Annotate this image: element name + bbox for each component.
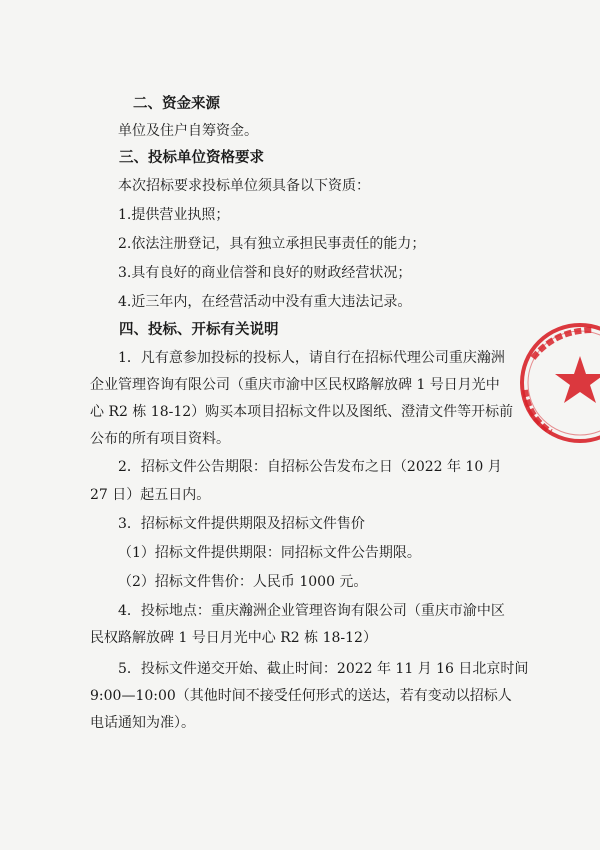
paragraph-bidding-3: 3．招标标文件提供期限及招标文件售价 xyxy=(118,516,365,532)
list-item-qualification-3: 3.具有良好的商业信誉和良好的财政经营状况； xyxy=(118,265,412,281)
section-heading-qualification: 三、投标单位资格要求 xyxy=(119,150,264,166)
paragraph-bidding-3-2: （2）招标文件售价：人民币 1000 元。 xyxy=(118,574,368,590)
paragraph-bidding-2-line-1: 2．招标文件公告期限：自招标公告发布之日（2022 年 10 月 xyxy=(118,459,502,475)
seal-star-icon xyxy=(555,356,600,403)
paragraph-bidding-4-line-1: 4．投标地点：重庆瀚洲企业管理咨询有限公司（重庆市渝中区 xyxy=(118,603,505,619)
section-heading-bidding: 四、投标、开标有关说明 xyxy=(119,322,279,338)
paragraph-qualification-intro: 本次招标要求投标单位须具备以下资质： xyxy=(118,178,370,194)
paragraph-bidding-2-line-2: 27 日）起五日内。 xyxy=(90,487,211,503)
list-item-qualification-4: 4.近三年内，在经营活动中没有重大违法记录。 xyxy=(118,294,412,310)
paragraph-bidding-1-line-1: 1．凡有意参加投标的投标人，请自行在招标代理公司重庆瀚洲 xyxy=(118,350,505,366)
company-seal xyxy=(515,318,600,448)
paragraph-funding: 单位及住户自筹资金。 xyxy=(118,123,258,139)
paragraph-bidding-1-line-4: 公布的所有项目资料。 xyxy=(90,431,230,447)
paragraph-bidding-5-line-2: 9:00—10:00（其他时间不接受任何形式的送达，若有变动以招标人 xyxy=(90,688,512,704)
paragraph-bidding-3-1: （1）招标文件提供期限：同招标文件公告期限。 xyxy=(118,545,421,561)
paragraph-bidding-1-line-3: 心 R2 栋 18-12）购买本项目招标文件以及图纸、澄清文件等开标前 xyxy=(90,404,514,420)
section-heading-funding: 二、资金来源 xyxy=(133,96,220,112)
paragraph-bidding-1-line-2: 企业管理咨询有限公司（重庆市渝中区民权路解放碑 1 号日月光中 xyxy=(90,377,500,393)
list-item-qualification-1: 1.提供营业执照； xyxy=(118,207,230,223)
list-item-qualification-2: 2.依法注册登记，具有独立承担民事责任的能力； xyxy=(118,236,426,252)
paragraph-bidding-5-line-1: 5．投标文件递交开始、截止时间：2022 年 11 月 16 日北京时间 xyxy=(118,661,529,677)
paragraph-bidding-4-line-2: 民权路解放碑 1 号日月光中心 R2 栋 18-12） xyxy=(90,630,377,646)
paragraph-bidding-5-line-3: 电话通知为准）。 xyxy=(90,715,195,731)
